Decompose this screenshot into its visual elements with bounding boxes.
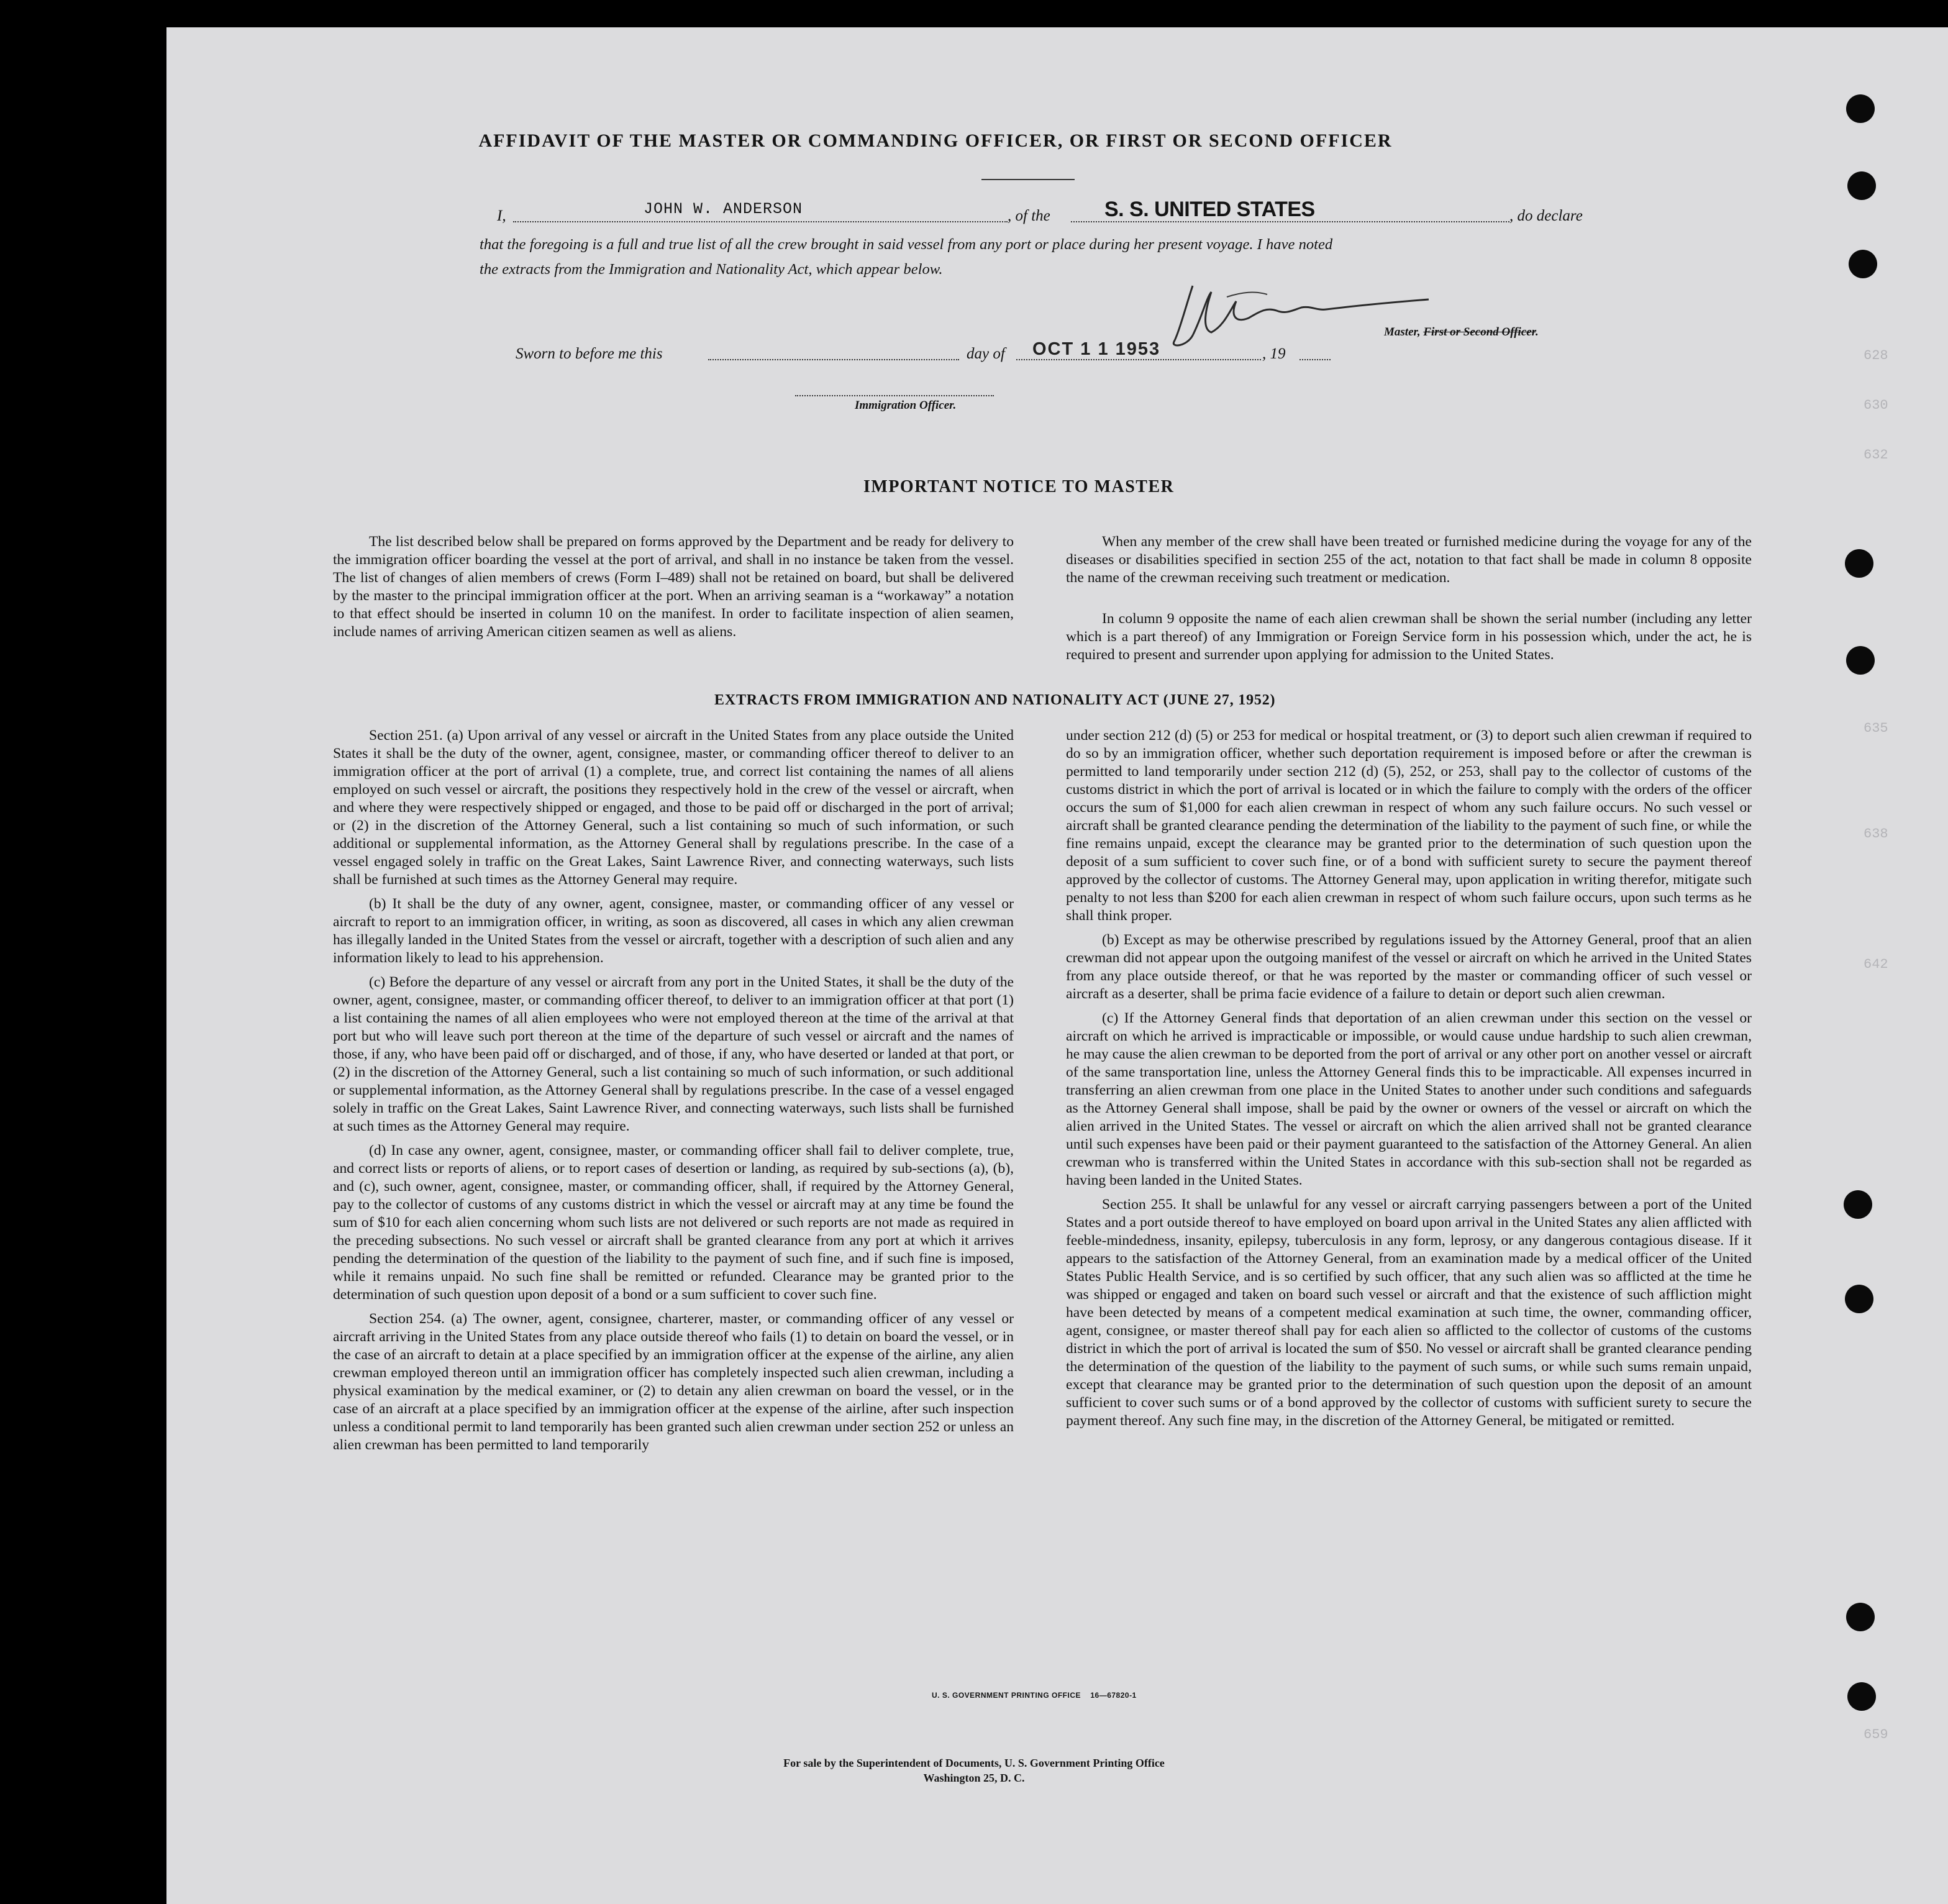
declaration-line-3: the extracts from the Immigration and Nationality Act, which appear below.	[480, 261, 943, 278]
date-stamp[interactable]: OCT 1 1 1953	[1032, 339, 1161, 359]
bleed-through-mark: 635	[1864, 721, 1888, 736]
section-254-a: Section 254. (a) The owner, agent, consignee, charterer, master, or commanding officer of any vessel or aircraft arriving in the United States from any place outside thereof who fails (1) to detain on board the vessel, or in the case of an aircraft to detain at a place specified by an immigration officer at the expense of the airline, any alien crewman employed thereon until an immigration officer has completely inspected such alien crewman, including a physical examination by the medical examiner, or (2) to detain any alien crewman on board the vessel, or in the case of an aircraft at a place specified by an immigration officer at the expense of the airline, after such inspection unless a conditional permit to land temporarily has been granted such alien crewman under section 252 or unless an alien crewman has been permitted to land temporarily	[333, 1311, 1014, 1453]
name-field-line	[513, 221, 1008, 222]
year-label: , 19	[1262, 345, 1286, 362]
section-254-b: (b) Except as may be otherwise prescribed by regulations issued by the Attorney General, proof that an alien crewman did not appear upon the outgoing manifest of the vessel or aircraft on which he arrived in the United States from any place outside thereof, or that he was reported by the master or commanding officer of such vessel or aircraft as a deserter, shall be prima facie evidence of a failure to detain or deport such alien crewman.	[1066, 932, 1752, 1002]
notice-left-paragraph: The list described below shall be prepared on forms approved by the Department and be ready for delivery to the immigration officer boarding the vessel at the port of arrival, and shall in no instance be taken from the vessel. The list of changes of alien members of crews (Form I–489) shall not be retained on board, but shall be delivered by the master to the principal immigration officer at the port. When an arriving seaman is a “workaway” a notation to that effect should be inserted in column 10 on the manifest. In order to facilitate inspection of alien seamen, include names of arriving American citizen seamen as well as aliens.	[333, 534, 1014, 640]
master-name-field[interactable]: JOHN W. ANDERSON	[644, 200, 803, 218]
section-254-a-continued: under section 212 (d) (5) or 253 for medical or hospital treatment, or (3) to deport such alien crewman if required to do so by an immigration officer, whether such deportation requirement is imposed before or after the crewman is permitted to land temporarily under section 212 (d) (5), 252, or 253, shall pay to the collector of customs of the customs district in which the port of arrival is located or in which the failure to comply with the orders of the officer occurs the sum of $1,000 for each alien crewman in respect of whom any such failure occurs. No such vessel or aircraft shall be granted clearance pending the determination of the liability to the payment of such fine, or while the fine remains unpaid, except the clearance may be granted prior to the determination of such question upon the deposit of a sum sufficient to cover such fine, or of a bond with sufficient surety to secure the payment thereof approved by the collector of customs. The Attorney General may, upon application in writing therefor, mitigate such penalty to not less than $200 for each alien crewman in respect of whom such failure occurs, upon such terms as he shall think proper.	[1066, 727, 1752, 924]
declaration-line-2: that the foregoing is a full and true list of all the crew brought in said vessel from any port or place during her present voyage. I have noted	[480, 236, 1333, 253]
bleed-through-mark: 630	[1864, 398, 1888, 413]
footer-address-line: Washington 25, D. C.	[923, 1772, 1025, 1784]
bleed-through-mark: 628	[1864, 348, 1888, 363]
struck-officer-label: First or Second Officer	[1423, 326, 1536, 339]
of-the-label: , of the	[1008, 207, 1050, 224]
master-label-end: .	[1536, 326, 1539, 339]
section-251-c: (c) Before the departure of any vessel or aircraft from any port in the United States, it shall be the duty of the owner, agent, consignee, master, or commanding officer thereof, to deliver to an immigration officer at that port (1) a list containing the names of all alien employees who were not employed thereon at the time of the arrival at that port but who will leave such port thereon at the time of the departure of such vessel or aircraft and the names of those, if any, who have been paid off or discharged, and of those, if any, who have deserted or landed at that port, or (2) in the discretion of the Attorney General, such a list containing so much of such information, or such additional or supplemental information, as the Attorney General shall by regulations prescribe. In the case of a vessel engaged solely in traffic on the Great Lakes, Saint Lawrence River, and connecting waterways, such lists shall be furnished at such times as the Attorney General may require.	[333, 974, 1014, 1134]
master-title-label	[1384, 326, 1539, 339]
punch-hole	[1845, 1285, 1873, 1313]
notice-title: IMPORTANT NOTICE TO MASTER	[863, 477, 1175, 496]
printing-office-imprint: U. S. GOVERNMENT PRINTING OFFICE 16—67820-1	[932, 1691, 1137, 1700]
section-255: Section 255. It shall be unlawful for any vessel or aircraft carrying passengers between a port of the United States and a port outside thereof to have employed on board upon arrival in the United States any alien afflicted with feeble-mindedness, insanity, epilepsy, tuberculosis in any form, leprosy, or any dangerous contagious disease. If it appears to the satisfaction of the Attorney General, from an examination made by a medical officer of the United States Public Health Service, and is so certified by such officer, that any such alien was so afflicted at the time he was shipped or engaged and taken on board such vessel or aircraft and that the existence of such affliction might have been detected by means of a competent medical examination at such time, the owner, commanding officer, agent, consignee, or master thereof shall pay for each alien so afflicted to the collector of customs of the customs district in which the port of arrival is located the sum of $50. No vessel or aircraft shall be granted clearance pending the determination of the question of the liability to the payment of such sums, or while such sums remain unpaid, except that clearance may be granted prior to the determination of such question upon the deposit of an amount sufficient to cover such sums or of a bond approved by the collector of customs with sufficient surety to secure the payment thereof. Any such fine may, in the discretion of the Attorney General, be mitigated or remitted.	[1066, 1196, 1752, 1429]
bleed-through-mark: 632	[1864, 447, 1888, 463]
master-signature	[1168, 273, 1441, 354]
vessel-name-field[interactable]: S. S. UNITED STATES	[1104, 198, 1315, 221]
i-label: I,	[497, 207, 506, 224]
extracts-right-column	[1066, 727, 1752, 1430]
punch-hole	[1847, 171, 1876, 200]
bleed-through-mark: 638	[1864, 826, 1888, 842]
extracts-left-column	[333, 727, 1014, 1454]
footer-sale-line: For sale by the Superintendent of Documents, U. S. Government Printing Office	[783, 1757, 1165, 1769]
section-251-b: (b) It shall be the duty of any owner, agent, consignee, master, or commanding officer of any vessel or aircraft to report to an immigration officer, in writing, as soon as discovered, all cases in which any alien crewman has illegally landed in the United States from the vessel or aircraft, together with a description of such alien and any information likely to lead to his apprehension.	[333, 896, 1014, 966]
punch-hole	[1846, 1603, 1875, 1631]
day-of-label: day of	[967, 345, 1005, 362]
sworn-label: Sworn to before me this	[516, 345, 663, 362]
sworn-day-line	[708, 359, 959, 360]
punch-hole	[1845, 549, 1873, 578]
immigration-officer-signature-line	[795, 395, 994, 396]
immigration-officer-label: Immigration Officer.	[855, 399, 957, 412]
notice-right-paragraph-2: In column 9 opposite the name of each alien crewman shall be shown the serial number (including any letter which is a part thereof) of any Immigration or Foreign Service form in his possession which, under the act, he is required to present and surrender upon applying for admission to the United States.	[1066, 611, 1752, 663]
punch-hole	[1846, 94, 1875, 123]
extracts-title: EXTRACTS FROM IMMIGRATION AND NATIONALITY ACT (JUNE 27, 1952)	[714, 692, 1276, 708]
affidavit-title: AFFIDAVIT OF THE MASTER OR COMMANDING OFFICER, OR FIRST OR SECOND OFFICER	[478, 130, 1393, 151]
title-rule	[981, 179, 1075, 180]
section-251-a: Section 251. (a) Upon arrival of any vessel or aircraft in the United States from any place outside the United States it shall be the duty of the owner, agent, consignee, master, or commanding officer thereof to deliver to an immigration officer at the port of arrival (1) a complete, true, and correct list containing the names of all aliens employed on such vessel or aircraft, the positions they respectively hold in the crew of the vessel or aircraft, when and where they were respectively shipped or engaged, and those to be paid off or discharged in the port of arrival; or (2) in the discretion of the Attorney General, such a list containing so much of such information, or such additional or supplemental information, as the Attorney General shall by regulations prescribe. In the case of a vessel engaged solely in traffic on the Great Lakes, Saint Lawrence River, and connecting waterways, such lists shall be furnished at such times as the Attorney General may require.	[333, 727, 1014, 888]
bleed-through-mark: 642	[1864, 957, 1888, 972]
master-label: Master,	[1384, 326, 1421, 339]
punch-hole	[1846, 646, 1875, 675]
section-254-c: (c) If the Attorney General finds that deportation of an alien crewman under this section on the vessel or aircraft on which he arrived is impracticable or impossible, or would cause undue hardship to such alien crewman, he may cause the alien crewman to be deported from the port of arrival or any other port on another vessel or aircraft of the same transportation line, unless the Attorney General finds this to be impracticable. All expenses incurred in transferring an alien crewman from one place in the United States to another under such conditions and safeguards as the Attorney General shall impose, shall be paid by the owner or owners of the vessel or aircraft on which the alien arrived in the United States. The vessel or aircraft on which the alien arrived shall not be granted clearance until such expenses have been paid or their payment guaranteed to the satisfaction of the Attorney General. An alien crewman who is transferred within the United States in accordance with this sub-section shall not be regarded as having been landed in the United States.	[1066, 1010, 1752, 1188]
do-declare-label: , do declare	[1509, 207, 1583, 224]
year-field-line	[1299, 359, 1331, 360]
punch-hole	[1847, 1682, 1876, 1711]
punch-hole	[1844, 1190, 1872, 1219]
bleed-through-mark: 659	[1864, 1727, 1888, 1742]
notice-right-paragraph-1: When any member of the crew shall have been treated or furnished medicine during the voyage for any of the diseases or disabilities specified in section 255 of the act, notation to that fact shall be made in column 8 opposite the name of the crewman receiving such treatment or medication.	[1066, 534, 1752, 586]
punch-hole	[1849, 250, 1877, 278]
section-251-d: (d) In case any owner, agent, consignee, master, or commanding officer shall fail to deliver complete, true, and correct lists or reports of aliens, or to report cases of desertion or landing, as required by sub-sections (a), (b), and (c), such owner, agent, consignee, master, or commanding officer, shall, if required by the Attorney General, pay to the collector of customs of any customs district in which the vessel or aircraft may at any time be found the sum of $10 for each alien concerning whom such lists are not delivered or such reports are not made as required in the preceding subsections. No such vessel or aircraft shall be granted clearance from any port at which it arrives pending the determination of the question of the liability to the payment of such fine, and if such fine is imposed, while it remains unpaid. No such fine shall be remitted or refunded. Clearance may be granted prior to the determination of such question upon deposit of a bond or a sum sufficient to cover such fine.	[333, 1142, 1014, 1303]
